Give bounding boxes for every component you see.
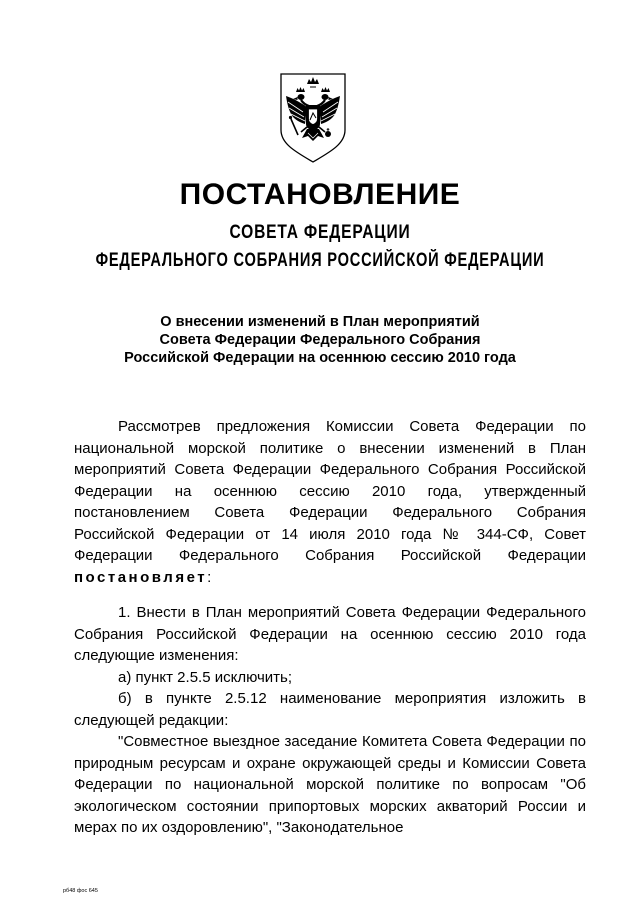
item-1-paragraph: 1. Внести в План мероприятий Совета Федерации Федерального Собрания Российской Федерации на осеннюю сессию 2010 года следующие изменения: <box>74 604 586 664</box>
preamble-text: Рассмотрев предложения Комиссии Совета Федерации по национальной морской политике о внесении изменений в План мероприятий Совета Федерации Федерального Собрания Российской Федерации на осеннюю сессию 2010 года, утвержденный постановлением Совета Федерации Федерального Собрания Российской Федерации от 14 июля 2010 года № 344-СФ, Совет Федерации Федерального Собрания Российской Федерации <box>74 418 586 564</box>
subject-line-1: О внесении изменений в План мероприятий <box>160 314 480 330</box>
decree-colon: : <box>207 568 212 586</box>
issuing-body-line-1: СОВЕТА ФЕДЕРАЦИИ <box>229 222 411 243</box>
document-body <box>74 416 586 839</box>
russian-coat-of-arms-icon <box>278 72 348 164</box>
document-subject <box>0 313 640 367</box>
subject-line-2: Совета Федерации Федерального Собрания <box>159 332 481 348</box>
decree-word: постановляет <box>74 568 208 586</box>
document-code: рб48 фос 645 <box>63 888 98 894</box>
preamble-paragraph <box>74 416 586 588</box>
item-1-subitem-b: б) в пункте 2.5.12 наименование мероприятия изложить в следующей редакции: <box>74 690 586 729</box>
subject-line-3: Российской Федерации на осеннюю сессию 2010 года <box>124 350 516 366</box>
document-type-title: ПОСТАНОВЛЕНИЕ <box>179 178 461 211</box>
issuing-body-line-2: ФЕДЕРАЛЬНОГО СОБРАНИЯ РОССИЙСКОЙ ФЕДЕРАЦИИ <box>95 250 545 271</box>
quoted-event-name: "Совместное выездное заседание Комитета Совета Федерации по природным ресурсам и охране окружающей среды и Комиссии Совета Федерации по национальной морской политике по вопросам "Об экологическом состоянии припортовых морских акваторий России и мерах по их оздоровлению", "Законодательное <box>74 733 586 836</box>
item-1-subitem-a: а) пункт 2.5.5 исключить; <box>118 668 293 686</box>
